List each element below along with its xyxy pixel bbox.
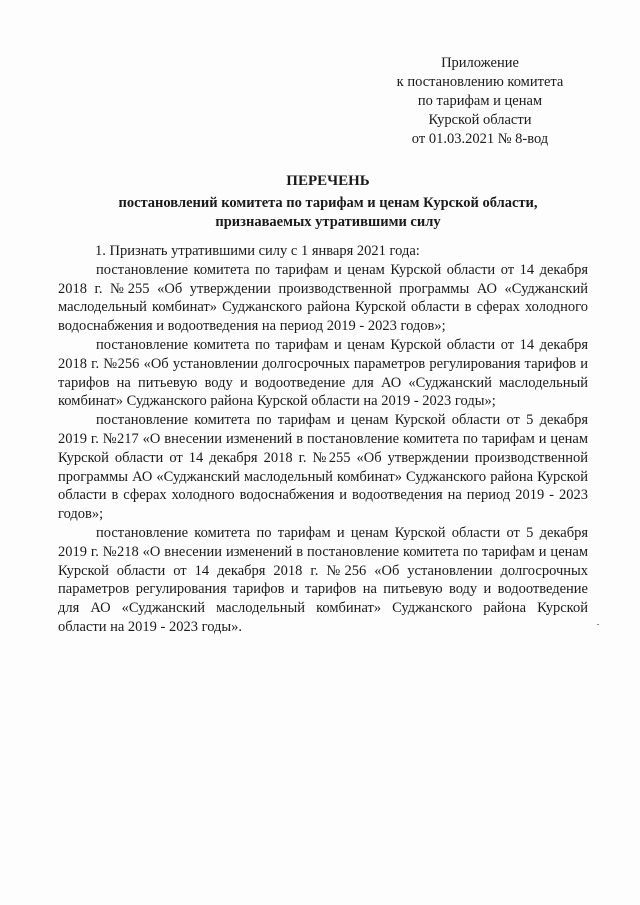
appendix-line-date: от 01.03.2021 № 8-вод	[411, 131, 549, 147]
document-subtitle-line2: признаваемых утратившими силу	[215, 214, 441, 230]
appendix-line-committee: по тарифам и ценам	[417, 93, 543, 109]
appendix-header	[380, 54, 580, 149]
document-title-block	[60, 172, 596, 233]
resolution-paragraph-3: постановление комитета по тарифам и ценам Курской области от 5 декабря 2019 г. №217 «О внесении изменений в постановление комитета по тарифам и ценам Курской области от 14 декабря 2018 г. №255 «Об утверждении производственной программы АО «Суджанский маслодельный комбинат» Суджанского района Курской области в сферах холодного водоснабжения и водоотведения на период 2019 - 2023 годов»;	[58, 412, 588, 523]
document-title: ПЕРЕЧЕНЬ	[286, 173, 370, 189]
document-body	[58, 242, 588, 637]
item-intro: 1. Признать утратившими силу с 1 января 2021 года:	[95, 243, 420, 259]
resolution-paragraph-1: постановление комитета по тарифам и ценам Курской области от 14 декабря 2018 г. №255 «Об утверждении производственной программы АО «Суджанский маслодельный комбинат» Суджанского района Курской области в сферах холодного водоснабжения и водоотведения на период 2019 - 2023 годов»;	[58, 261, 588, 335]
scan-speck	[597, 624, 599, 625]
resolution-paragraph-4: постановление комитета по тарифам и ценам Курской области от 5 декабря 2019 г. №218 «О внесении изменений в постановление комитета по тарифам и ценам Курской области от 14 декабря 2018 г. №256 «Об установлении долгосрочных параметров регулирования тарифов и тарифов на питьевую воду и водоотведение для АО «Суджанский маслодельный комбинат» Суджанского района Курской области на 2019 - 2023 годы».	[58, 524, 588, 635]
resolution-paragraph-2: постановление комитета по тарифам и ценам Курской области от 14 декабря 2018 г. №256 «Об установлении долгосрочных параметров регулирования тарифов и тарифов на питьевую воду и водоотведение для АО «Суджанский маслодельный комбинат» Суджанского района Курской области на 2019 - 2023 годы»;	[58, 336, 588, 410]
document-subtitle-line1: постановлений комитета по тарифам и ценам Курской области,	[118, 194, 538, 211]
appendix-line-region: Курской области	[428, 112, 532, 128]
appendix-line-title: Приложение	[441, 55, 519, 71]
appendix-line-resolution: к постановлению комитета	[396, 74, 564, 90]
